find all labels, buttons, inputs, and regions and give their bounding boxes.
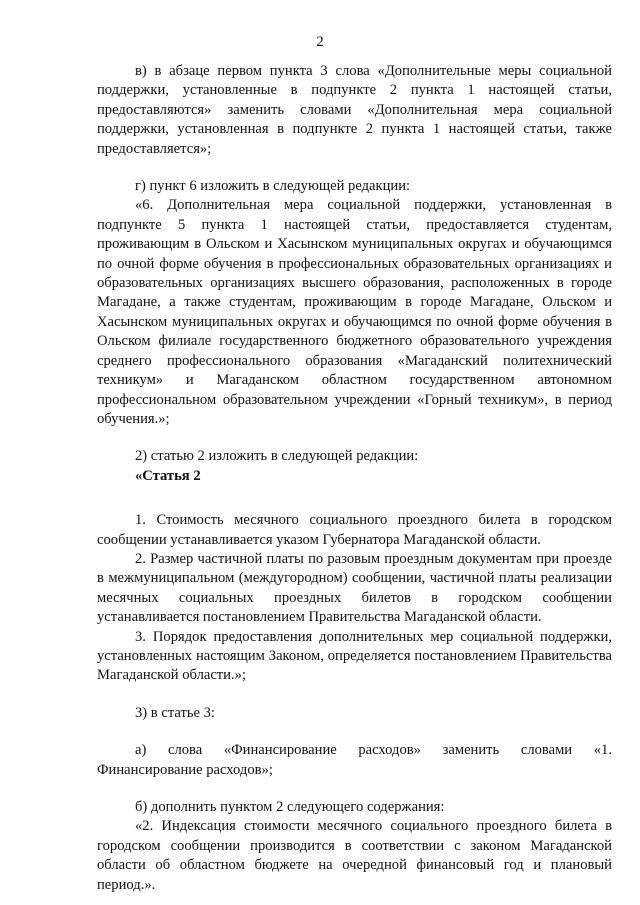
paragraph-amendment-a: а) слова «Финансирование расходов» заменить словами «1. Финансирование расходов»;	[97, 742, 612, 778]
paragraph-amendment-b: б) дополнить пунктом 2 следующего содержания:	[135, 799, 445, 815]
paragraph-new-point-2: «2. Индексация стоимости месячного социального проездного билета в городском сообщении производится в соответствии с законом Магаданской области об областном бюджете на очередной финансовый год и плановый период.».	[97, 818, 612, 893]
paragraph-article-2-point-2: 2. Размер частичной платы по разовым проездным документам при проезде в межмуниципальном (междугородном) сообщении, частичной платы реализации месячных социальных проездных билетов в городском сообщении устанавливается постановлением Правительства Магаданской области.	[97, 550, 612, 626]
paragraph-article-2-point-3: 3. Порядок предоставления дополнительных мер социальной поддержки, установленных настоящим Законом, определяется постановлением Правительства Магаданской области.»;	[97, 628, 612, 684]
paragraph-article-2-point-1: 1. Стоимость месячного социального проездного билета в городском сообщении устанавливается указом Губернатора Магаданской области.	[97, 512, 612, 548]
paragraph-item-3: 3) в статье 3:	[135, 704, 215, 721]
page-number: 2	[316, 34, 324, 50]
paragraph-amendment-v: в) в абзаце первом пункта 3 слова «Дополнительные меры социальной поддержки, установленные в подпункте 2 пункта 1 настоящей статьи, предоставляются» заменить словами «Дополнительная мера социальной поддержки, установленная в подпункте 2 пункта 1 настоящей статьи, также предоставляется»;	[97, 63, 612, 157]
document-body	[97, 62, 612, 895]
paragraph-amendment-g: г) пункт 6 изложить в следующей редакции:	[135, 178, 411, 195]
article-2-heading: «Статья 2	[135, 467, 201, 484]
paragraph-item-2: 2) статью 2 изложить в следующей редакции:	[135, 448, 419, 465]
paragraph-clause-6: «6. Дополнительная мера социальной поддержки, установленная в подпункте 5 пункта 1 настоящей статьи, предоставляется студентам, проживающим в Ольском и Хасынском муниципальных округах и обучающимся по очной форме обучения в профессиональных образовательных организациях и образовательных организациях высшего образования, расположенных в городе Магадане, а также студентам, проживающим в городе Магадане, Ольском и Хасынском муниципальных округах и обучающимся по очной форме обучения в Ольском филиале государственного бюджетного образовательного учреждения среднего профессионального образования «Магаданский политехнический техникум» и Магаданском областном государственном автономном профессиональном образовательном учреждении «Горный техникум», в период обучения.»;	[97, 197, 612, 427]
